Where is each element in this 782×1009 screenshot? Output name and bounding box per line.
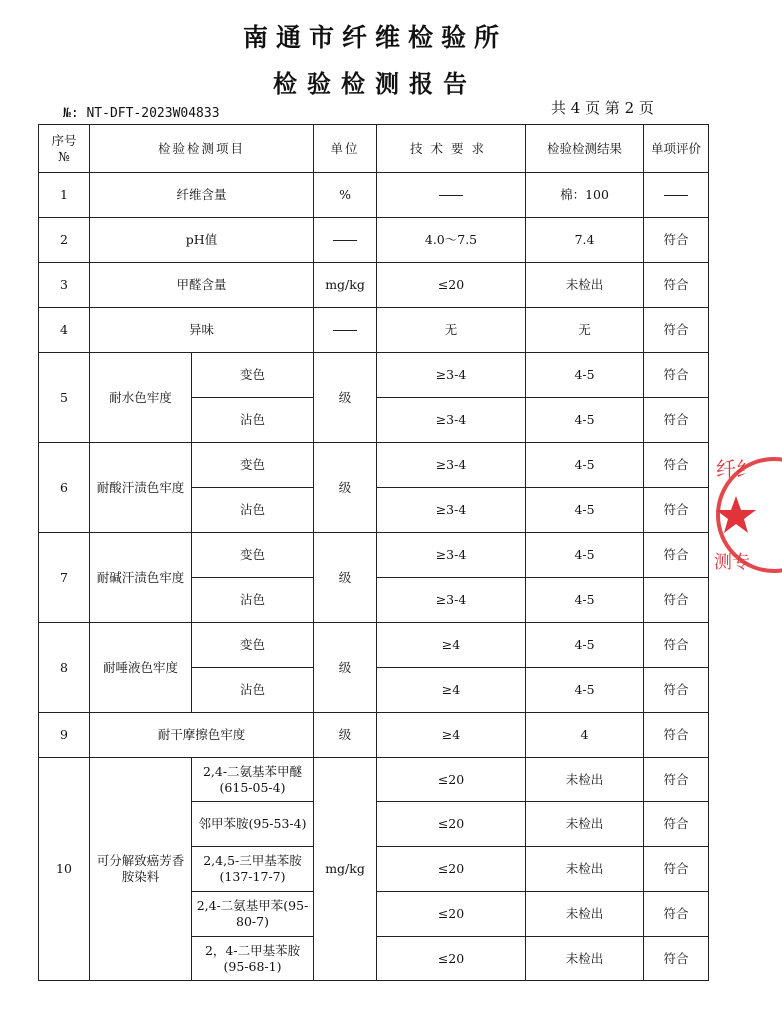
row-result: 4-5 [526, 623, 644, 668]
table-row [39, 713, 709, 758]
report-title: 检验检测报告 [273, 70, 477, 98]
row-eval: 符合 [644, 847, 709, 892]
row-req: ≥3-4 [377, 443, 526, 488]
row-subitem: 沾色 [192, 488, 314, 533]
row-eval: 符合 [644, 533, 709, 578]
row-no: 5 [39, 353, 90, 443]
row-result: 4 [526, 713, 644, 758]
row-result: 7.4 [526, 218, 644, 263]
row-req: ≥4 [377, 623, 526, 668]
row-unit: 级 [314, 713, 377, 758]
row-eval: 符合 [644, 443, 709, 488]
row-no: 3 [39, 263, 90, 308]
header-seq-label: 序号 [51, 132, 77, 148]
table-row [39, 443, 709, 488]
header-unit: 单位 [314, 125, 377, 173]
row-unit: 级 [314, 443, 377, 533]
row-item: 甲醛含量 [90, 263, 314, 308]
row-req: ≥3-4 [377, 398, 526, 443]
row-no: 4 [39, 308, 90, 353]
row-item: 耐碱汗渍色牢度 [90, 533, 192, 623]
header-result: 检验检测结果 [526, 125, 644, 173]
row-req: ≤20 [377, 802, 526, 847]
row-subitem: 2，4-二甲基苯胺(95-68-1) [192, 937, 314, 981]
row-subitem: 2,4-二氨基甲苯(95-80-7) [192, 892, 314, 937]
row-no: 6 [39, 443, 90, 533]
row-item: 可分解致癌芳香胺染料 [90, 758, 192, 981]
row-eval: 符合 [644, 263, 709, 308]
row-subitem: 2,4-二氨基苯甲醚(615-05-4) [192, 758, 314, 802]
row-req: ≤20 [377, 263, 526, 308]
row-result: 未检出 [526, 802, 644, 847]
row-req: ≥3-4 [377, 533, 526, 578]
row-no: 9 [39, 713, 90, 758]
row-req: ≤20 [377, 892, 526, 937]
row-eval: 符合 [644, 623, 709, 668]
row-no: 2 [39, 218, 90, 263]
row-eval: 符合 [644, 892, 709, 937]
row-eval: 符合 [644, 578, 709, 623]
row-result: 未检出 [526, 263, 644, 308]
row-eval: 符合 [644, 218, 709, 263]
table-header-row [39, 125, 709, 173]
row-subitem: 沾色 [192, 668, 314, 713]
table-row [39, 758, 709, 802]
row-unit-empty [314, 218, 377, 263]
row-result: 4-5 [526, 398, 644, 443]
row-item: pH值 [90, 218, 314, 263]
row-item: 耐酸汗渍色牢度 [90, 443, 192, 533]
seal-text-bottom: 测专 [714, 552, 750, 573]
row-req: ≥3-4 [377, 353, 526, 398]
row-eval: 符合 [644, 802, 709, 847]
row-unit-empty [314, 308, 377, 353]
row-result: 4-5 [526, 578, 644, 623]
row-eval: 符合 [644, 353, 709, 398]
row-req-empty [377, 173, 526, 218]
dash-mark [333, 330, 357, 331]
row-req: ≤20 [377, 758, 526, 802]
header-req: 技术要求 [377, 125, 526, 173]
row-unit: mg/kg [314, 263, 377, 308]
row-req: 4.0～7.5 [377, 218, 526, 263]
row-result: 未检出 [526, 758, 644, 802]
row-unit: 级 [314, 533, 377, 623]
row-eval: 符合 [644, 398, 709, 443]
row-req: 无 [377, 308, 526, 353]
row-subitem: 沾色 [192, 398, 314, 443]
row-eval: 符合 [644, 713, 709, 758]
row-subitem: 变色 [192, 623, 314, 668]
row-subitem: 2,4,5-三甲基苯胺(137-17-7) [192, 847, 314, 892]
table-row [39, 353, 709, 398]
dash-mark [664, 195, 688, 196]
row-eval: 符合 [644, 937, 709, 981]
table-row [39, 623, 709, 668]
row-result: 未检出 [526, 892, 644, 937]
row-item: 耐干摩擦色牢度 [90, 713, 314, 758]
header-seq-no: № [58, 148, 70, 164]
row-unit: % [314, 173, 377, 218]
row-no: 10 [39, 758, 90, 981]
row-req: ≥3-4 [377, 488, 526, 533]
row-unit: mg/kg [314, 758, 377, 981]
seal-text-top: 纤纟 [716, 457, 756, 481]
header-eval: 单项评价 [644, 125, 709, 173]
row-item: 耐水色牢度 [90, 353, 192, 443]
row-eval: 符合 [644, 308, 709, 353]
inspection-seal-stamp [712, 440, 782, 590]
seal-star-icon [716, 496, 756, 533]
row-result: 未检出 [526, 847, 644, 892]
row-subitem: 邻甲苯胺(95-53-4) [192, 802, 314, 847]
row-result: 4-5 [526, 353, 644, 398]
row-result: 4-5 [526, 443, 644, 488]
row-result: 未检出 [526, 937, 644, 981]
header-seq [39, 125, 90, 173]
row-no: 8 [39, 623, 90, 713]
row-req: ≥4 [377, 668, 526, 713]
row-result: 4-5 [526, 668, 644, 713]
row-item: 耐唾液色牢度 [90, 623, 192, 713]
header-item: 检验检测项目 [90, 125, 314, 173]
table-row [39, 533, 709, 578]
row-unit: 级 [314, 353, 377, 443]
row-eval: 符合 [644, 758, 709, 802]
row-subitem: 变色 [192, 443, 314, 488]
row-req: ≥3-4 [377, 578, 526, 623]
table-row [39, 263, 709, 308]
results-table [38, 124, 709, 981]
row-subitem: 沾色 [192, 578, 314, 623]
table-row [39, 173, 709, 218]
table-row [39, 218, 709, 263]
table-row [39, 308, 709, 353]
row-no: 7 [39, 533, 90, 623]
row-item: 异味 [90, 308, 314, 353]
row-item: 纤维含量 [90, 173, 314, 218]
report-number: №: NT-DFT-2023W04833 [63, 106, 220, 121]
row-subitem: 变色 [192, 353, 314, 398]
row-req: ≤20 [377, 937, 526, 981]
row-req: ≤20 [377, 847, 526, 892]
dash-mark [333, 240, 357, 241]
page-info: 共 4 页 第 2 页 [551, 99, 654, 117]
row-result: 4-5 [526, 488, 644, 533]
dash-mark [439, 195, 463, 196]
row-eval: 符合 [644, 488, 709, 533]
row-subitem: 变色 [192, 533, 314, 578]
row-no: 1 [39, 173, 90, 218]
row-result: 无 [526, 308, 644, 353]
row-result: 棉：100 [526, 173, 644, 218]
report-org-title: 南通市纤维检验所 [242, 23, 507, 52]
row-result: 4-5 [526, 533, 644, 578]
row-eval: 符合 [644, 668, 709, 713]
row-req: ≥4 [377, 713, 526, 758]
row-eval-empty [644, 173, 709, 218]
row-unit: 级 [314, 623, 377, 713]
